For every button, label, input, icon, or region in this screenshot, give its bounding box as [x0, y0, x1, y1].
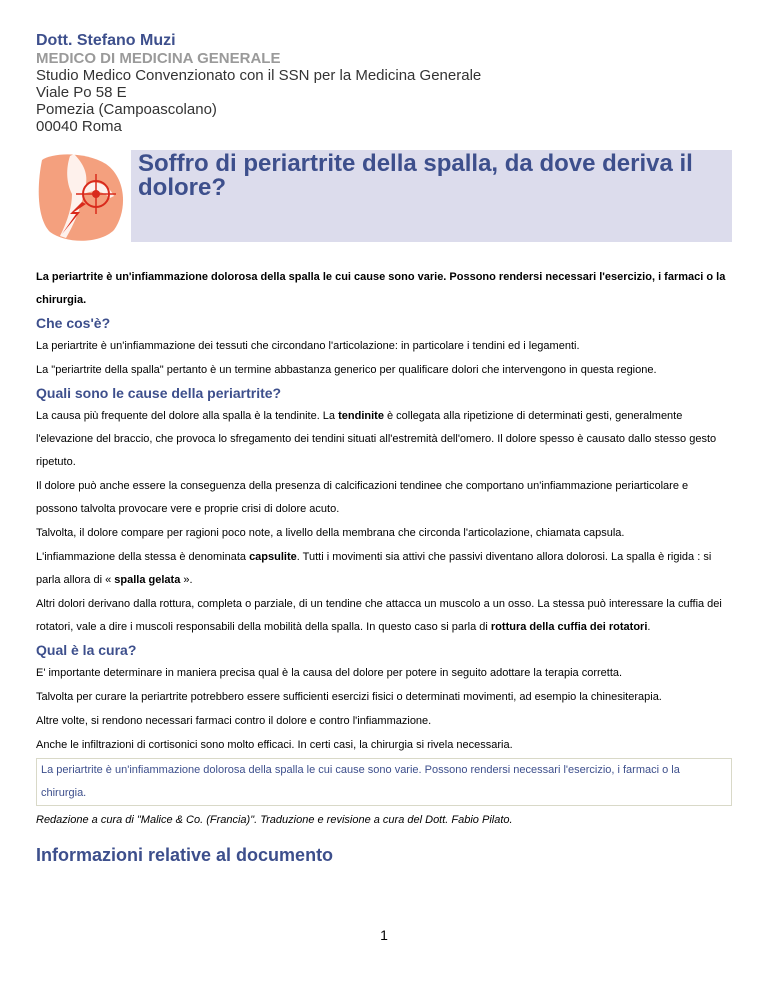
paragraph: [36, 546, 732, 592]
text-run: ».: [180, 574, 193, 586]
title-banner: [36, 150, 732, 242]
paragraph: [36, 710, 732, 733]
paragraph: [36, 405, 732, 474]
credit-line: Redazione a cura di "Malice & Co. (Francia)". Traduzione e revisione a cura del Dott. Fabio Pilato.: [36, 814, 513, 826]
text-run: è collegata alla ripetizione di determinati gesti, generalmente l'elevazione del braccio, che provoca lo sfregamento dei tendini situati all'estremità dell'omero. Il dolore spesso è causato dallo stesso gesto ripetuto.: [36, 410, 717, 468]
text-run: . Tutti i movimenti sia attivi che passivi diventano allora dolorosi. La spalla è rigida : si parla allora di «: [36, 551, 712, 586]
lead-paragraph: La periartrite è un'infiammazione dolorosa della spalla le cui cause sono varie. Possono rendersi necessari l'esercizio, i farmaci o la chirurgia.: [36, 271, 726, 306]
text-run: La periartrite è un'infiammazione dei tessuti che circondano l'articolazione: in particolare i tendini ed i legamenti.: [36, 340, 580, 352]
address-line: 00040 Roma: [36, 118, 122, 135]
section-heading: Qual è la cura?: [36, 642, 137, 658]
address-block: [36, 67, 732, 135]
paragraph: [36, 359, 732, 382]
page-number: 1: [380, 927, 388, 943]
paragraph: [36, 662, 732, 685]
paragraph: [36, 734, 732, 757]
summary-box: La periartrite è un'infiammazione dolorosa della spalla le cui cause sono varie. Possono rendersi necessari l'esercizio, i farmaci o la chirurgia.: [36, 758, 732, 806]
paragraph: [36, 335, 732, 358]
text-run: E' importante determinare in maniera precisa qual è la causa del dolore per potere in seguito adottare la terapia corretta.: [36, 667, 623, 679]
bold-term: rottura della cuffia dei rotatori: [490, 621, 648, 633]
address-line: Viale Po 58 E: [36, 84, 127, 101]
text-run: La causa più frequente del dolore alla spalla è la tendinite. La: [36, 410, 339, 422]
bold-term: spalla gelata: [114, 574, 181, 586]
bold-term: tendinite: [338, 410, 384, 422]
text-run: Il dolore può anche essere la conseguenza della presenza di calcificazioni tendinee che comportano un'infiammazione periarticolare e possono talvolta provocare vere e proprie crisi di dolore acuto.: [36, 480, 689, 515]
article-body: [36, 314, 732, 757]
text-run: Talvolta per curare la periartrite potrebbero essere sufficienti esercizi fisici o determinati movimenti, ad esempio la chinesiterapia.: [36, 691, 662, 703]
address-line: Studio Medico Convenzionato con il SSN per la Medicina Generale: [36, 67, 482, 84]
document-info-heading: Informazioni relative al documento: [36, 845, 334, 865]
doctor-role: MEDICO DI MEDICINA GENERALE: [36, 50, 281, 67]
paragraph: [36, 593, 732, 639]
text-run: Talvolta, il dolore compare per ragioni poco note, a livello della membrana che circonda l'articolazione, chiamata capsula.: [36, 527, 625, 539]
paragraph: [36, 475, 732, 521]
section-heading: Quali sono le cause della periartrite?: [36, 385, 282, 401]
text-run: Altri dolori derivano dalla rottura, completa o parziale, di un tendine che attacca un muscolo a un osso. La stessa può interessare la cuffia dei rotatori, vale a dire i muscoli responsabili della mobilità della spalla. In questo caso si parla di: [36, 598, 722, 633]
paragraph: [36, 686, 732, 709]
doctor-name: Dott. Stefano Muzi: [36, 32, 176, 49]
text-run: Altre volte, si rendono necessari farmaci contro il dolore e contro l'infiammazione.: [36, 715, 432, 727]
page-title: Soffro di periartrite della spalla, da dove deriva il dolore?: [138, 150, 693, 201]
shoulder-pain-icon: [36, 150, 131, 242]
text-run: La "periartrite della spalla" pertanto è un termine abbastanza generico per qualificare dolori che intervengono in questa regione.: [36, 364, 657, 376]
text-run: .: [647, 621, 651, 633]
address-line: Pomezia (Campoascolano): [36, 101, 217, 118]
paragraph: [36, 522, 732, 545]
document-page: [36, 32, 732, 866]
section-heading: Che cos'è?: [36, 315, 111, 331]
text-run: Anche le infiltrazioni di cortisonici sono molto efficaci. In certi casi, la chirurgia si rivela necessaria.: [36, 739, 513, 751]
bold-term: capsulite: [249, 551, 297, 563]
text-run: L'infiammazione della stessa è denominata: [36, 551, 250, 563]
